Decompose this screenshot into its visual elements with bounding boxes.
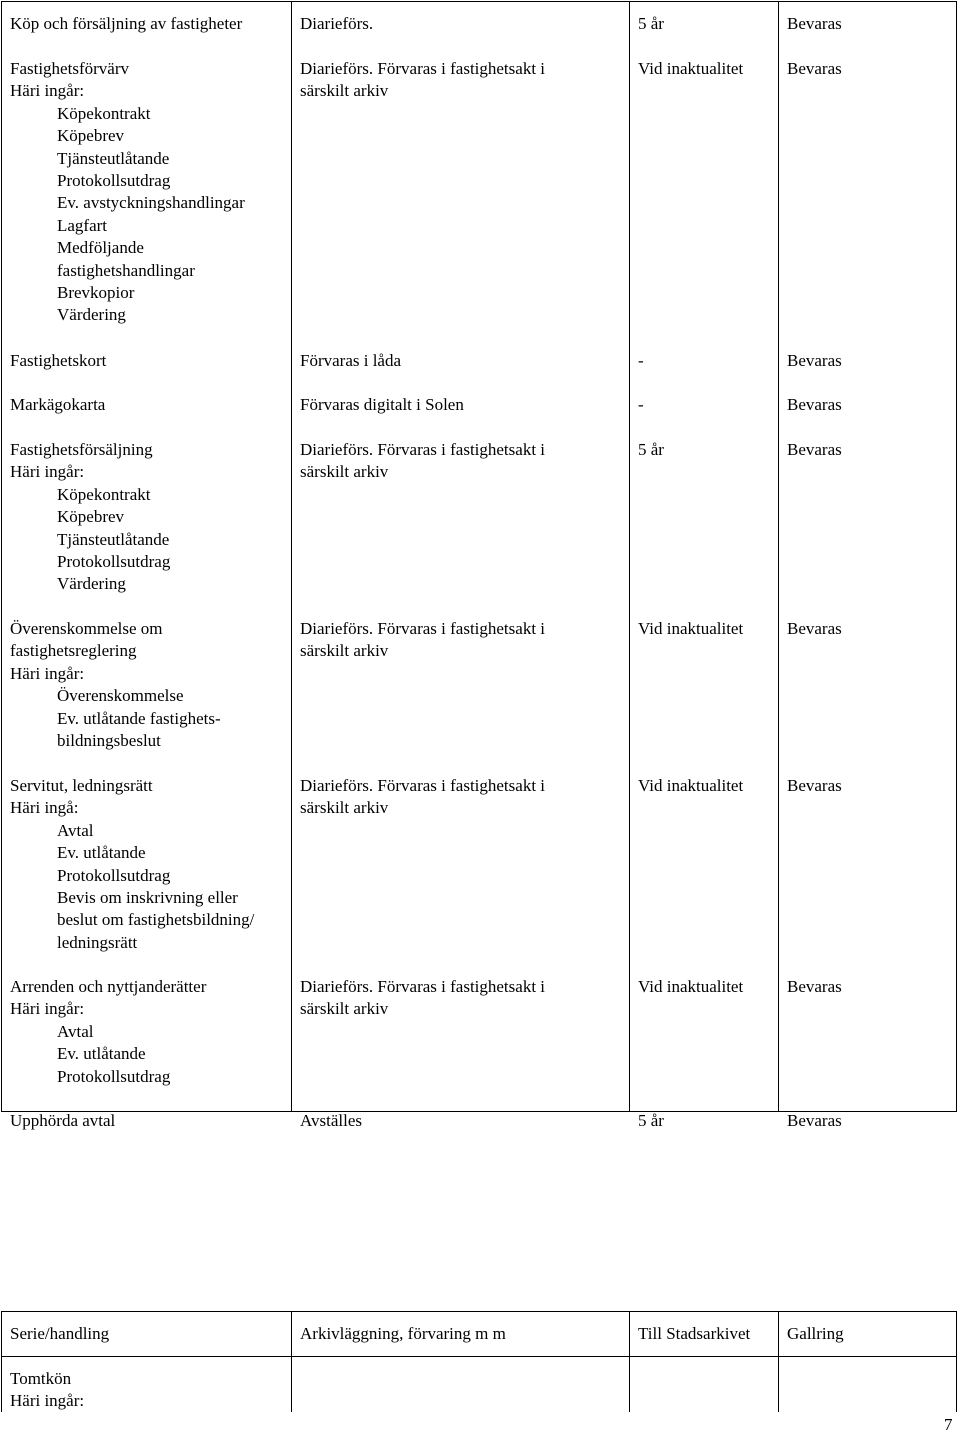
serie-line: Köp och försäljning av fastigheter [10, 14, 243, 33]
arkiv-line: Diarieförs. Förvaras i fastighetsakt i [300, 619, 546, 638]
arkiv-line: särskilt arkiv [300, 999, 389, 1019]
serie-line: Upphörda avtal [10, 1111, 116, 1130]
arkiv-line: Diarieförs. Förvaras i fastighetsakt i [300, 59, 546, 78]
serie-line: Överenskommelse om [10, 619, 163, 638]
gallring-cell: Bevaras [787, 395, 842, 414]
serie-cell [10, 58, 245, 327]
serie-line: Fastighetskort [10, 351, 107, 370]
arkiv-line: särskilt arkiv [300, 81, 389, 101]
column-divider [956, 2, 957, 1112]
arkiv-cell [300, 976, 545, 1021]
serie-line: Häri ingår: [10, 999, 85, 1019]
arkiv-line: Diarieförs. [300, 14, 374, 33]
column-divider [629, 2, 630, 1112]
serie-cell [10, 1110, 115, 1132]
next-serie-line: Häri ingår: [10, 1391, 85, 1411]
included-item: Köpebrev [57, 507, 125, 527]
till-stadsarkivet-cell: - [638, 395, 644, 414]
arkiv-line: Diarieförs. Förvaras i fastighetsakt i [300, 977, 546, 996]
column-divider [956, 1312, 957, 1412]
arkiv-line: Diarieförs. Förvaras i fastighetsakt i [300, 440, 546, 459]
till-stadsarkivet-cell: Vid inaktualitet [638, 59, 744, 78]
gallring-cell: Bevaras [787, 351, 842, 370]
next-serie-line: Tomtkön [10, 1369, 72, 1388]
arkiv-line: Diarieförs. Förvaras i fastighetsakt i [300, 776, 546, 795]
arkiv-cell [300, 439, 545, 484]
serie-line: Arrenden och nyttjanderätter [10, 977, 207, 996]
included-item: Bevis om inskrivning eller [57, 888, 238, 908]
included-item: Tjänsteutlåtande [57, 529, 170, 549]
column-divider [778, 1312, 779, 1412]
included-item: beslut om fastighetsbildning/ [57, 910, 255, 930]
serie-line: Häri ingår: [10, 462, 85, 482]
gallring-cell: Bevaras [787, 619, 842, 638]
included-item: Protokollsutdrag [57, 552, 171, 572]
column-divider [778, 2, 779, 1112]
page-number: 7 [944, 1415, 953, 1434]
included-item: Ev. utlåtande [57, 1044, 146, 1064]
included-item: Brevkopior [57, 283, 135, 303]
header-divider [2, 1356, 957, 1357]
till-stadsarkivet-cell: Vid inaktualitet [638, 619, 744, 638]
serie-line: Häri ingår: [10, 663, 85, 683]
serie-cell [10, 976, 206, 1088]
serie-line: Fastighetsförsäljning [10, 440, 153, 459]
serie-cell [10, 439, 170, 596]
column-divider [291, 1312, 292, 1412]
gallring-cell: Bevaras [787, 440, 842, 459]
included-item: Tjänsteutlåtande [57, 148, 170, 168]
included-item: Köpebrev [57, 126, 125, 146]
header-till: Till Stadsarkivet [638, 1324, 751, 1343]
included-item: Köpekontrakt [57, 484, 151, 504]
included-item: bildningsbeslut [57, 731, 161, 751]
header-gallring: Gallring [787, 1324, 844, 1343]
included-item: Värdering [57, 574, 126, 594]
till-stadsarkivet-cell: 5 år [638, 14, 664, 33]
included-item: Protokollsutdrag [57, 1066, 171, 1086]
serie-line: Markägokarta [10, 395, 106, 414]
serie-cell [10, 618, 221, 752]
next-serie-cell [10, 1368, 84, 1413]
till-stadsarkivet-cell: Vid inaktualitet [638, 776, 744, 795]
arkiv-line: särskilt arkiv [300, 641, 389, 661]
serie-line: Servitut, ledningsrätt [10, 776, 153, 795]
arkiv-line: särskilt arkiv [300, 798, 389, 818]
header-arkiv: Arkivläggning, förvaring m m [300, 1324, 506, 1343]
arkiv-line: särskilt arkiv [300, 462, 389, 482]
column-divider [291, 2, 292, 1112]
arkiv-line: Förvaras i låda [300, 351, 402, 370]
included-item: Ev. avstyckningshandlingar [57, 193, 245, 213]
gallring-cell: Bevaras [787, 1111, 842, 1130]
included-item: Avtal [57, 1021, 94, 1041]
gallring-cell: Bevaras [787, 14, 842, 33]
included-item: Köpekontrakt [57, 103, 151, 123]
arkiv-cell [300, 1110, 362, 1132]
serie-cell [10, 775, 254, 954]
serie-line: fastighetsreglering [10, 641, 137, 661]
till-stadsarkivet-cell: Vid inaktualitet [638, 977, 744, 996]
included-item: Överenskommelse [57, 686, 184, 706]
arkiv-line: Förvaras digitalt i Solen [300, 395, 464, 414]
gallring-cell: Bevaras [787, 977, 842, 996]
gallring-cell: Bevaras [787, 776, 842, 795]
included-item: Protokollsutdrag [57, 865, 171, 885]
included-item: fastighetshandlingar [57, 260, 195, 280]
arkiv-cell [300, 13, 373, 35]
included-item: Värdering [57, 305, 126, 325]
continuation-table [1, 1311, 957, 1412]
gallring-cell: Bevaras [787, 59, 842, 78]
till-stadsarkivet-cell: 5 år [638, 1111, 664, 1130]
arkiv-cell [300, 775, 545, 820]
arkiv-line: Avställes [300, 1111, 363, 1130]
serie-line: Fastighetsförvärv [10, 59, 129, 78]
header-serie: Serie/handling [10, 1324, 110, 1343]
arkiv-cell [300, 394, 464, 416]
arkiv-cell [300, 58, 545, 103]
records-table [1, 1, 957, 1130]
included-item: ledningsrätt [57, 932, 138, 952]
included-item: Ev. utlåtande [57, 843, 146, 863]
included-item: Avtal [57, 820, 94, 840]
included-item: Protokollsutdrag [57, 171, 171, 191]
arkiv-cell [300, 350, 401, 372]
column-divider [629, 1312, 630, 1412]
serie-line: Häri ingår: [10, 81, 85, 101]
serie-cell [10, 13, 242, 35]
included-item: Medföljande [57, 238, 144, 258]
serie-cell [10, 350, 106, 372]
included-item: Lagfart [57, 215, 108, 235]
serie-cell [10, 394, 105, 416]
till-stadsarkivet-cell: 5 år [638, 440, 664, 459]
till-stadsarkivet-cell: - [638, 351, 644, 370]
serie-line: Häri ingå: [10, 798, 79, 818]
arkiv-cell [300, 618, 545, 663]
included-item: Ev. utlåtande fastighets- [57, 708, 221, 728]
